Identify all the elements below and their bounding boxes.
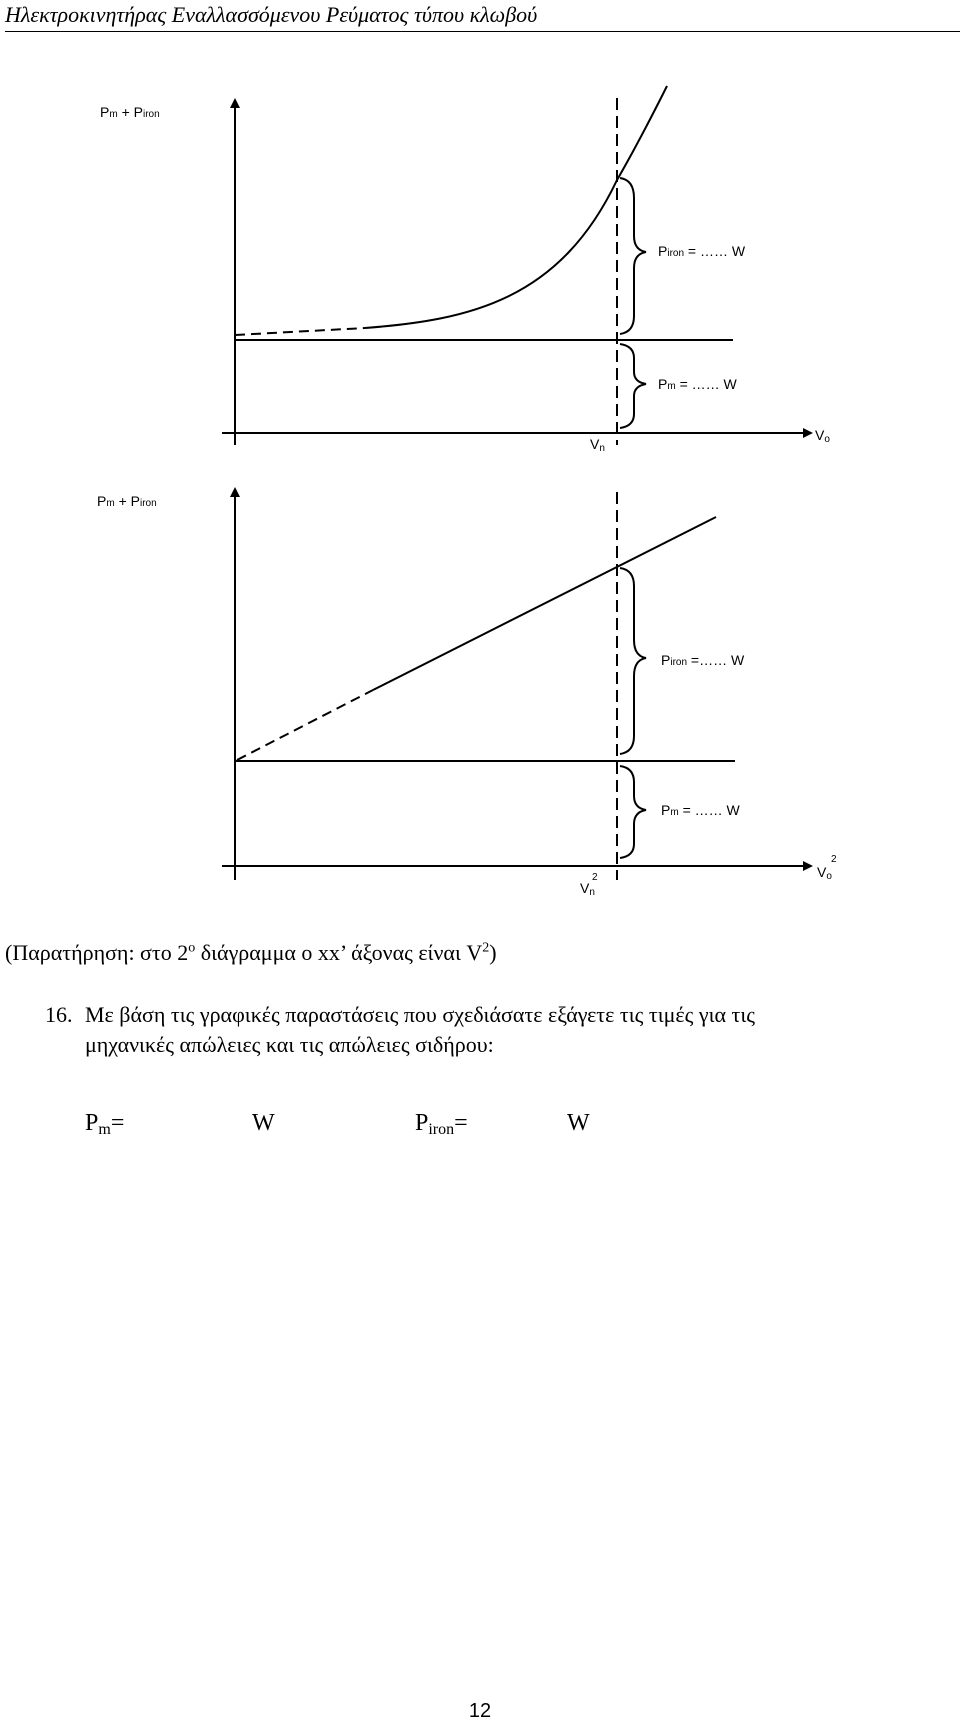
header-title: Ηλεκτροκινητήρας Εναλλασσόμενου Ρεύματος τύπου κλωβού xyxy=(5,2,538,27)
loss-curve-1 xyxy=(365,86,667,328)
y-label-1: Pm + Piron xyxy=(100,104,160,120)
x-label-2-sup: 2 xyxy=(831,854,837,865)
pm-label-1: Pm = …… W xyxy=(658,376,737,392)
brace-pm-2 xyxy=(620,766,646,858)
page-number: 12 xyxy=(468,1700,492,1722)
extrapolation-dashed-2 xyxy=(237,690,373,760)
vn-label-2-sup: 2 xyxy=(592,872,598,883)
question-text-line-2: μηχανικές απώλειες και τις απώλειες σιδήρου: xyxy=(85,1032,494,1057)
piron-label-2: Piron =…… W xyxy=(661,652,745,668)
brace-pm-1 xyxy=(620,344,646,428)
pm-label-2: Pm = …… W xyxy=(661,802,740,818)
vn-label-2: Vn xyxy=(580,880,595,898)
y-label-2: Pm + Piron xyxy=(97,493,157,509)
piron-label-1: Piron = …… W xyxy=(658,243,746,259)
answer-pm-unit: W xyxy=(252,1110,275,1136)
brace-piron-1 xyxy=(620,178,646,334)
x-label-2: Vo xyxy=(817,864,832,882)
question-number: 16. xyxy=(45,1002,73,1027)
brace-piron-2 xyxy=(620,568,646,754)
observation-note: (Παρατήρηση: στο $2^o$ διάγραμμα ο xx’ άξονας είναι $V^2$) xyxy=(5,940,497,965)
diagram-2 xyxy=(222,492,808,880)
vn-label-1: Vn xyxy=(590,436,605,454)
answer-piron-unit: W xyxy=(567,1110,590,1136)
answer-pm-label: $P_m=$ xyxy=(85,1110,125,1138)
answer-piron-label: $P_{iron}=$ xyxy=(415,1110,468,1138)
x-label-1: Vo xyxy=(815,427,830,445)
extrapolation-dashed-1 xyxy=(235,328,365,335)
question-text-line-1: Με βάση τις γραφικές παραστάσεις που σχεδιάσατε εξάγετε τις τιμές για τις xyxy=(85,1002,756,1027)
